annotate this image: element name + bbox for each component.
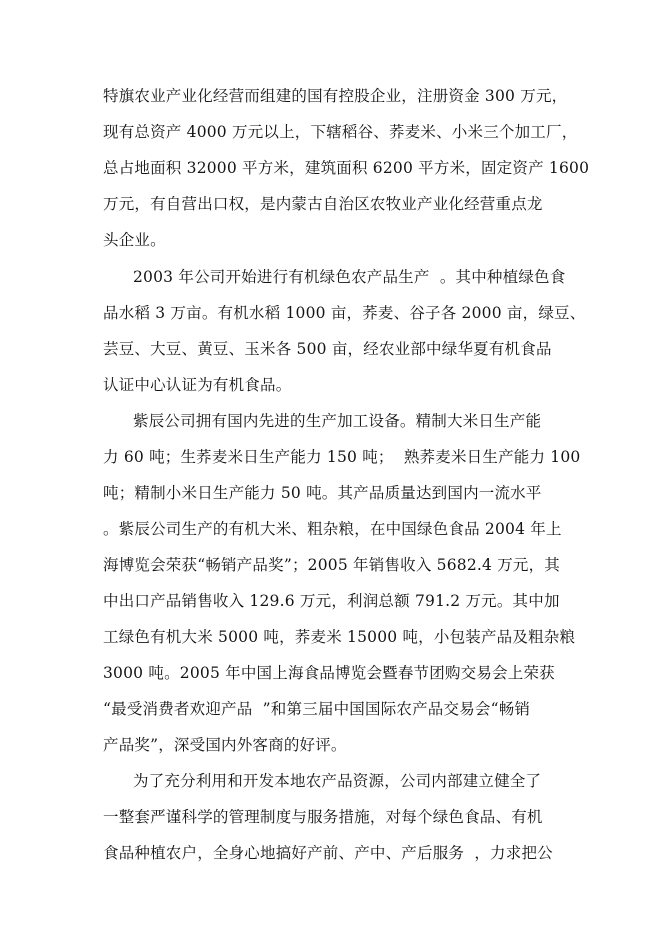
text-line: 。紫辰公司生产的有机大米、粗杂粮，在中国绿色食品 2004 年上 (103, 520, 562, 538)
text-line: 力 60 吨；生荞麦米日生产能力 150 吨； 熟荞麦米日生产能力 100 (103, 448, 581, 466)
text-line: 吨；精制小米日生产能力 50 吨。其产品质量达到国内一流水平 (103, 484, 542, 502)
text-line: 产品奖”，深受国内外客商的好评。 (103, 736, 347, 754)
text-line: 芸豆、大豆、黄豆、玉米各 500 亩，经农业部中绿华夏有机食品 (103, 340, 552, 358)
text-line: 头企业。 (103, 231, 166, 249)
text-line: 海博览会荣获“畅销产品奖”；2005 年销售收入 5682.4 万元，其 (103, 556, 561, 574)
text-line: “最受消费者欢迎产品 ”和第三届中国国际农产品交易会“畅销 (103, 700, 531, 718)
text-line: 特旗农业产业化经营而组建的国有控股企业，注册资金 300 万元， (103, 87, 568, 105)
text-line: 一整套严谨科学的管理制度与服务措施，对每个绿色食品、有机 (103, 808, 543, 826)
text-line: 认证中心认证为有机食品。 (103, 376, 292, 394)
text-line: 工绿色有机大米 5000 吨，荞麦米 15000 吨，小包装产品及粗杂粮 (103, 628, 576, 646)
text-line: 品水稻 3 万亩。有机水稻 1000 亩，荞麦、谷子各 2000 亩，绿豆、 (103, 304, 586, 322)
text-line: 食品种植农户，全身心地搞好产前、产中、产后服务 ，力求把公 (103, 844, 553, 862)
text-line: 现有总资产 4000 万元以上，下辖稻谷、荞麦米、小米三个加工厂， (103, 123, 578, 141)
text-line: 3000 吨。2005 年中国上海食品博览会暨春节团购交易会上荣获 (103, 664, 555, 682)
text-line: 总占地面积 32000 平方米，建筑面积 6200 平方米，固定资产 1600 (103, 159, 590, 177)
text-line: 中出口产品销售收入 129.6 万元，利润总额 791.2 万元。其中加 (103, 592, 560, 610)
paragraph-first-line: 为了充分利用和开发本地农产品资源，公司内部建立健全了 (133, 772, 542, 790)
paragraph-first-line: 紫辰公司拥有国内先进的生产加工设备。精制大米日生产能 (133, 412, 542, 430)
text-line: 万元，有自营出口权，是内蒙古自治区农牧业产业化经营重点龙 (103, 195, 543, 213)
paragraph-first-line: 2003 年公司开始进行有机绿色农产品生产 。其中种植绿色食 (133, 268, 566, 286)
